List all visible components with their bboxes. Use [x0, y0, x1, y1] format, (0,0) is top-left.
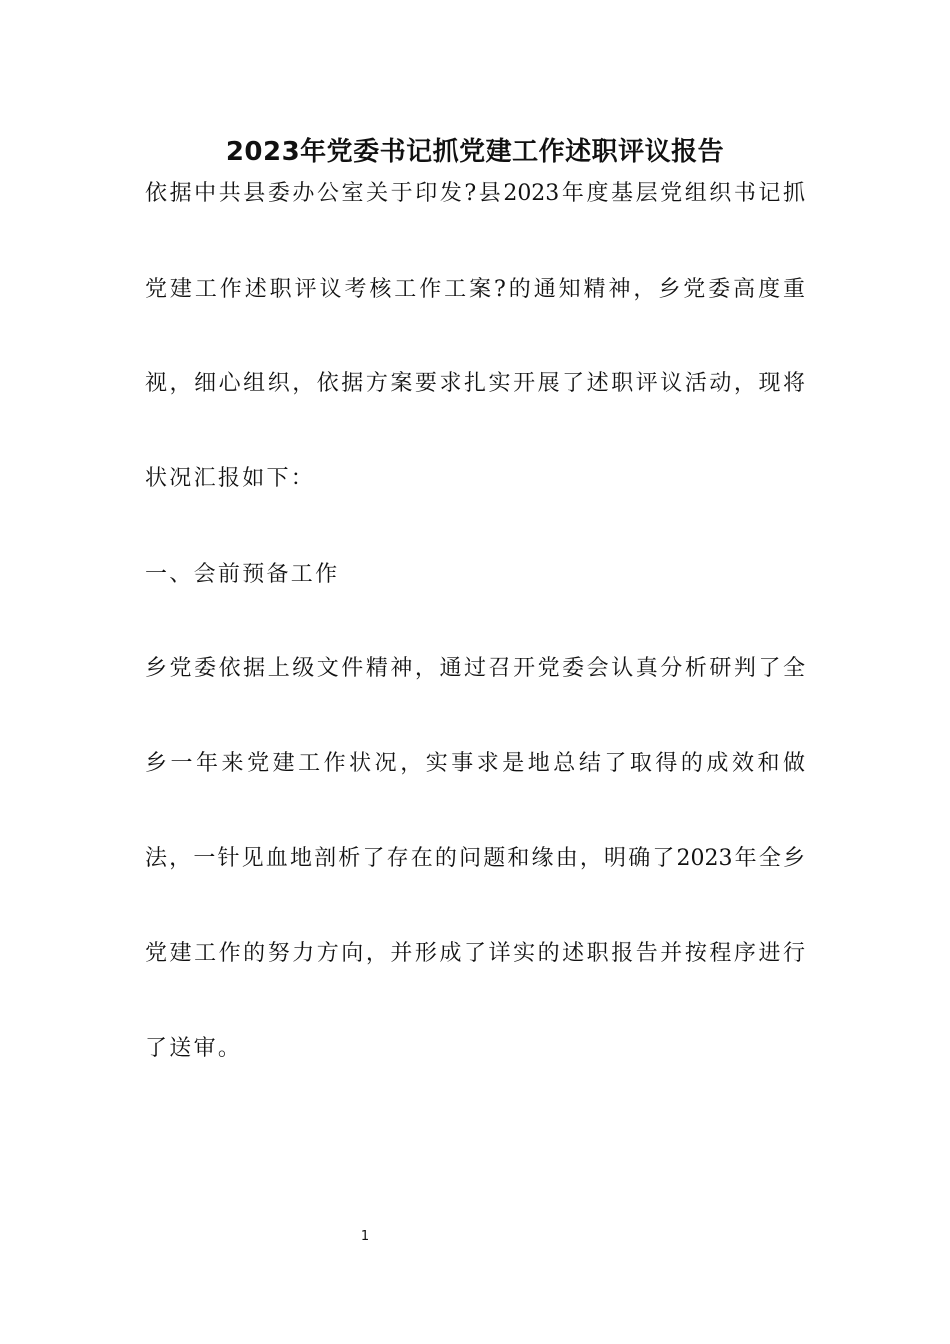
body-line-7: 法，一针见血地剖析了存在的问题和缘由，明确了2023年全乡: [145, 846, 805, 871]
page-number: 1: [360, 1229, 370, 1244]
body-line-2: 党建工作述职评议考核工作工案?的通知精神，乡党委高度重: [145, 277, 805, 302]
body-line-1: 依据中共县委办公室关于印发?县2023年度基层党组织书记抓: [145, 181, 805, 206]
body-line-4: 状况汇报如下：: [145, 466, 316, 491]
body-line-9: 了送审。: [145, 1036, 243, 1061]
body-line-6: 乡一年来党建工作状况，实事求是地总结了取得的成效和做: [145, 751, 805, 776]
body-line-5: 乡党委依据上级文件精神，通过召开党委会认真分析研判了全: [145, 656, 805, 681]
body-line-8: 党建工作的努力方向，并形成了详实的述职报告并按程序进行: [145, 941, 805, 966]
body-line-3: 视，细心组织，依据方案要求扎实开展了述职评议活动，现将: [145, 371, 805, 396]
section-heading-1: 一、会前预备工作: [145, 562, 340, 587]
document-title: 2023年党委书记抓党建工作述职评议报告: [225, 137, 725, 167]
